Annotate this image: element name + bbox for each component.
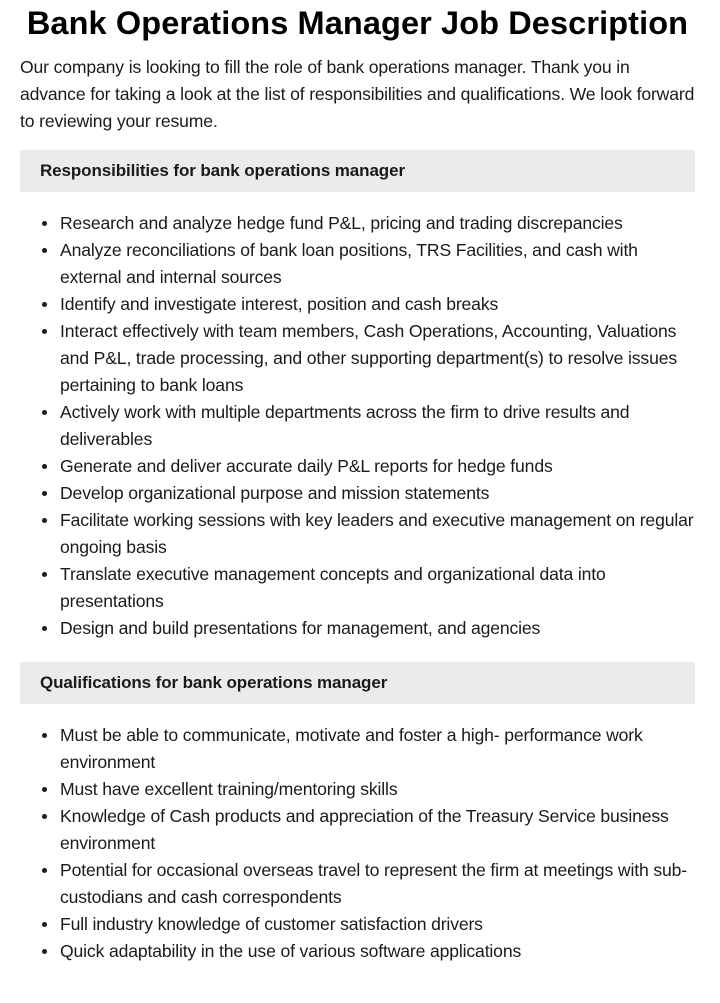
bullet-icon <box>42 787 47 792</box>
responsibilities-list <box>20 210 695 642</box>
list-item <box>20 237 695 291</box>
bullet-icon <box>42 572 47 577</box>
list-item <box>20 399 695 453</box>
list-item-text: Develop organizational purpose and mission statements <box>60 483 490 503</box>
list-item-text: Knowledge of Cash products and appreciation of the Treasury Service business environment <box>60 806 669 853</box>
qualifications-list <box>20 722 695 965</box>
bullet-icon <box>42 922 47 927</box>
bullet-icon <box>42 410 47 415</box>
list-item <box>20 210 695 237</box>
list-item-text: Must have excellent training/mentoring skills <box>60 779 398 799</box>
list-item-text: Design and build presentations for management, and agencies <box>60 618 541 638</box>
list-item <box>20 453 695 480</box>
list-item-text: Interact effectively with team members, Cash Operations, Accounting, Valuations and P&L, trade processing, and other supporting department(s) to resolve issues pertaining to bank loans <box>60 321 677 395</box>
list-item <box>20 561 695 615</box>
list-item-text: Analyze reconciliations of bank loan positions, TRS Facilities, and cash with external and internal sources <box>60 240 638 287</box>
list-item <box>20 776 695 803</box>
list-item <box>20 803 695 857</box>
list-item <box>20 938 695 965</box>
bullet-icon <box>42 733 47 738</box>
list-item-text: Full industry knowledge of customer satisfaction drivers <box>60 914 483 934</box>
list-item-text: Quick adaptability in the use of various software applications <box>60 941 522 961</box>
bullet-icon <box>42 814 47 819</box>
list-item-text: Actively work with multiple departments across the firm to drive results and deliverables <box>60 402 630 449</box>
bullet-icon <box>42 949 47 954</box>
bullet-icon <box>42 464 47 469</box>
list-item <box>20 507 695 561</box>
bullet-icon <box>42 868 47 873</box>
list-item <box>20 722 695 776</box>
list-item <box>20 615 695 642</box>
list-item <box>20 318 695 399</box>
list-item-text: Facilitate working sessions with key leaders and executive management on regular ongoing basis <box>60 510 694 557</box>
list-item-text: Generate and deliver accurate daily P&L reports for hedge funds <box>60 456 553 476</box>
intro-paragraph: Our company is looking to fill the role of bank operations manager. Thank you in advance for taking a look at the list of responsibilities and qualifications. We look forward to reviewing your resume. <box>20 57 695 131</box>
bullet-icon <box>42 248 47 253</box>
list-item <box>20 480 695 507</box>
list-item <box>20 291 695 318</box>
bullet-icon <box>42 221 47 226</box>
list-item-text: Translate executive management concepts and organizational data into presentations <box>60 564 606 611</box>
qualifications-heading: Qualifications for bank operations manager <box>20 662 695 704</box>
bullet-icon <box>42 626 47 631</box>
bullet-icon <box>42 518 47 523</box>
bullet-icon <box>42 329 47 334</box>
bullet-icon <box>42 491 47 496</box>
list-item <box>20 857 695 911</box>
responsibilities-heading: Responsibilities for bank operations manager <box>20 150 695 192</box>
bullet-icon <box>42 302 47 307</box>
page-title: Bank Operations Manager Job Description <box>26 5 689 41</box>
list-item-text: Must be able to communicate, motivate and foster a high- performance work environment <box>60 725 643 772</box>
list-item-text: Identify and investigate interest, position and cash breaks <box>60 294 499 314</box>
list-item <box>20 911 695 938</box>
list-item-text: Potential for occasional overseas travel to represent the firm at meetings with sub-custodians and cash correspondents <box>60 860 687 907</box>
list-item-text: Research and analyze hedge fund P&L, pricing and trading discrepancies <box>60 213 623 233</box>
